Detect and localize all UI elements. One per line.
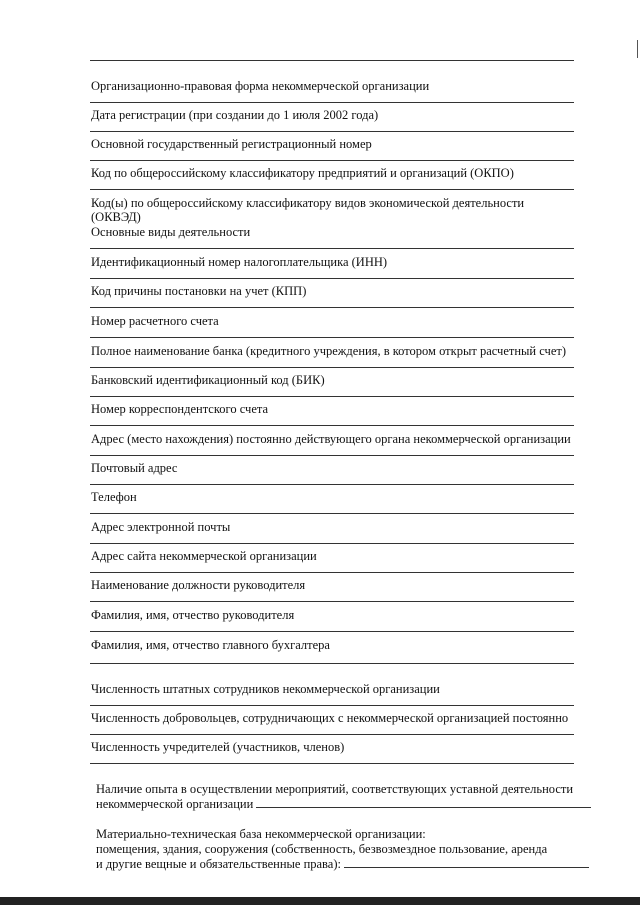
scan-bottom-edge	[0, 897, 640, 905]
field-underline[interactable]	[90, 425, 574, 426]
field-accountant-name: Фамилия, имя, отчество главного бухгалтера	[91, 638, 330, 652]
field-bank-name: Полное наименование банка (кредитного учреждения, в котором открыт расчетный счет)	[91, 344, 567, 358]
field-underline[interactable]	[90, 102, 574, 103]
field-staff-count: Численность штатных сотрудников некоммерческой организации	[91, 682, 440, 696]
experience-line-2	[96, 797, 596, 812]
field-underline[interactable]	[90, 278, 574, 279]
field-founders-count: Численность учредителей (участников, членов)	[91, 740, 345, 754]
experience-block	[96, 782, 596, 812]
field-underline[interactable]	[90, 543, 574, 544]
field-okpo: Код по общероссийскому классификатору предприятий и организаций (ОКПО)	[91, 166, 514, 180]
field-okved-abbr: (ОКВЭД)	[91, 210, 141, 224]
scan-edge-mark	[637, 40, 638, 58]
field-underline[interactable]	[90, 337, 574, 338]
material-base-line-2: помещения, здания, сооружения (собственность, безвозмездное пользование, аренда	[96, 842, 548, 856]
field-corr-account: Номер корреспондентского счета	[91, 402, 269, 416]
field-underline[interactable]	[90, 705, 574, 706]
material-base-line-3	[96, 857, 596, 872]
field-underline[interactable]	[90, 513, 574, 514]
field-underline[interactable]	[90, 160, 574, 161]
material-base-line-1: Материально-техническая база некоммерческой организации:	[96, 827, 426, 841]
field-underline[interactable]	[90, 763, 574, 764]
field-underline[interactable]	[90, 131, 574, 132]
field-email: Адрес электронной почты	[91, 520, 231, 534]
field-underline[interactable]	[90, 572, 574, 573]
field-postal-address: Почтовый адрес	[91, 461, 178, 475]
field-underline[interactable]	[90, 455, 574, 456]
field-underline[interactable]	[90, 734, 574, 735]
field-underline[interactable]	[90, 663, 574, 664]
field-inn: Идентификационный номер налогоплательщика (ИНН)	[91, 255, 388, 269]
field-main-activities: Основные виды деятельности	[91, 225, 251, 239]
field-underline[interactable]	[90, 601, 574, 602]
field-kpp: Код причины постановки на учет (КПП)	[91, 284, 307, 298]
experience-line-1: Наличие опыта в осуществлении мероприятий, соответствующих уставной деятельности	[96, 782, 574, 796]
field-underline[interactable]	[90, 484, 574, 485]
field-underline[interactable]	[90, 307, 574, 308]
material-base-input-line[interactable]	[344, 857, 589, 868]
field-underline[interactable]	[90, 631, 574, 632]
top-rule	[90, 60, 574, 61]
field-okved: Код(ы) по общероссийскому классификатору видов экономической деятельности	[91, 196, 525, 210]
material-base-line-3-text: и другие вещные и обязательственные права):	[96, 857, 341, 871]
field-underline[interactable]	[90, 396, 574, 397]
material-base-block	[96, 827, 596, 872]
field-registration-date: Дата регистрации (при создании до 1 июля 2002 года)	[91, 108, 379, 122]
field-underline[interactable]	[90, 248, 574, 249]
field-org-legal-form: Организационно-правовая форма некоммерческой организации	[91, 79, 430, 93]
field-bik: Банковский идентификационный код (БИК)	[91, 373, 325, 387]
field-volunteers-count: Численность добровольцев, сотрудничающих с некоммерческой организацией постоянно	[91, 711, 569, 725]
experience-line-2-text: некоммерческой организации	[96, 797, 254, 811]
field-ogrn: Основной государственный регистрационный номер	[91, 137, 372, 151]
field-underline[interactable]	[90, 189, 574, 190]
field-underline[interactable]	[90, 367, 574, 368]
field-phone: Телефон	[91, 490, 137, 504]
field-account-number: Номер расчетного счета	[91, 314, 219, 328]
field-director-name: Фамилия, имя, отчество руководителя	[91, 608, 295, 622]
field-director-position: Наименование должности руководителя	[91, 578, 306, 592]
experience-input-line[interactable]	[256, 797, 591, 808]
field-website: Адрес сайта некоммерческой организации	[91, 549, 317, 563]
field-address: Адрес (место нахождения) постоянно действующего органа некоммерческой организации	[91, 432, 571, 446]
